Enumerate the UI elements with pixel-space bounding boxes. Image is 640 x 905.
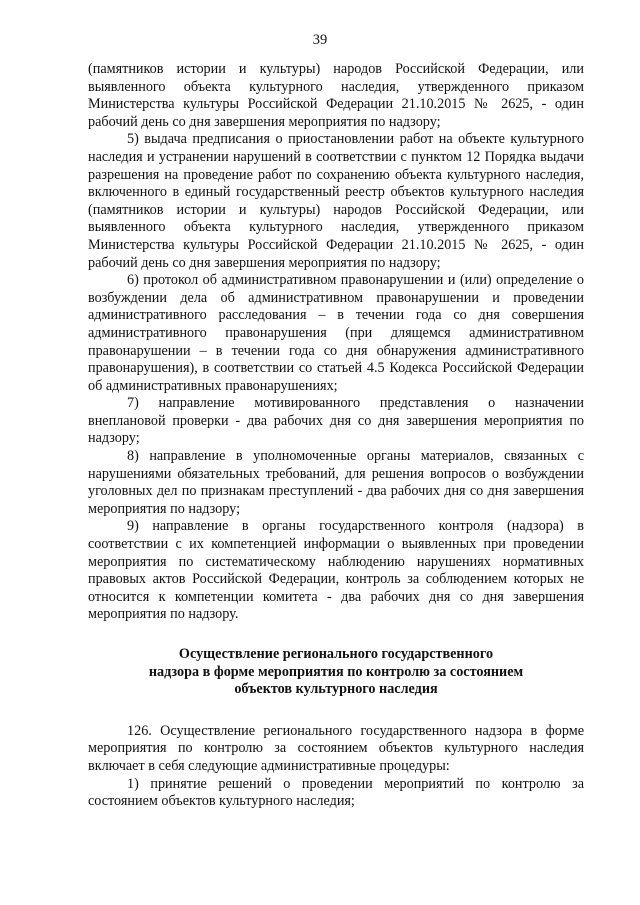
- paragraph-126: 126. Осуществление регионального государственного надзора в форме мероприятия по контролю за состоянием объектов культурного наследия включает в себя следующие административные процедуры:: [88, 722, 584, 774]
- paragraph-item-8: 8) направление в уполномоченные органы материалов, связанных с нарушениями обязательных требований, для решения вопросов о возбуждении уголовных дел по признакам преступлений - два рабочих дня со дня завершения мероприятия по надзору;: [88, 448, 584, 517]
- paragraph-item-5: 5) выдача предписания о приостановлении работ на объекте культурного наследия и устранении нарушений в соответствии с пунктом 12 Порядка выдачи разрешения на проведение работ по сохранению объекта культурного наследия, включенного в единый государственный реестр объектов культурного наследия (памятников истории и культуры) народов Российской Федерации, или выявленного объекта культурного наследия, утвержденного приказом Министерства культуры Российской Федерации 21.10.2015 № 2625, - один рабочий день со дня завершения мероприятия по надзору;: [88, 131, 584, 271]
- paragraph-continuation: (памятников истории и культуры) народов Российской Федерации, или выявленного объекта культурного наследия, утвержденного приказом Министерства культуры Российской Федерации 21.10.2015 № 2625, - один рабочий день со дня завершения мероприятия по надзору;: [88, 61, 584, 130]
- section-heading-line-3: объектов культурного наследия: [234, 681, 438, 698]
- page-number: 39: [312, 32, 328, 48]
- section-heading: [88, 646, 584, 699]
- paragraph-item-6: 6) протокол об административном правонарушении и (или) определение о возбуждении дела об административном правонарушении и проведении административного расследования – в течении года со дня совершения административного правонарушения (при длящемся административном правонарушении – в течении года со дня обнаружения административного правонарушения), в соответствии со статьей 4.5 Кодекса Российской Федерации об административных правонарушениях;: [88, 272, 584, 394]
- section-heading-line-2: надзора в форме мероприятия по контролю за состоянием: [148, 663, 524, 680]
- paragraph-item-7: 7) направление мотивированного представления о назначении внеплановой проверки - два рабочих дня со дня завершения мероприятия по надзору;: [88, 395, 584, 447]
- document-body: [88, 61, 584, 811]
- paragraph-item-9: 9) направление в органы государственного контроля (надзора) в соответствии с их компетенцией информации о выявленных при проведении мероприятия по систематическому наблюдению нарушениях нормативных правовых актов Российской Федерации, контроль за соблюдением которых не относится к компетенции комитета - два рабочих дня со дня завершения мероприятия по надзору.: [88, 518, 584, 623]
- section-heading-line-1: Осуществление регионального государственного: [178, 646, 494, 662]
- paragraph-item-1: 1) принятие решений о проведении мероприятий по контролю за состоянием объектов культурного наследия;: [88, 775, 584, 810]
